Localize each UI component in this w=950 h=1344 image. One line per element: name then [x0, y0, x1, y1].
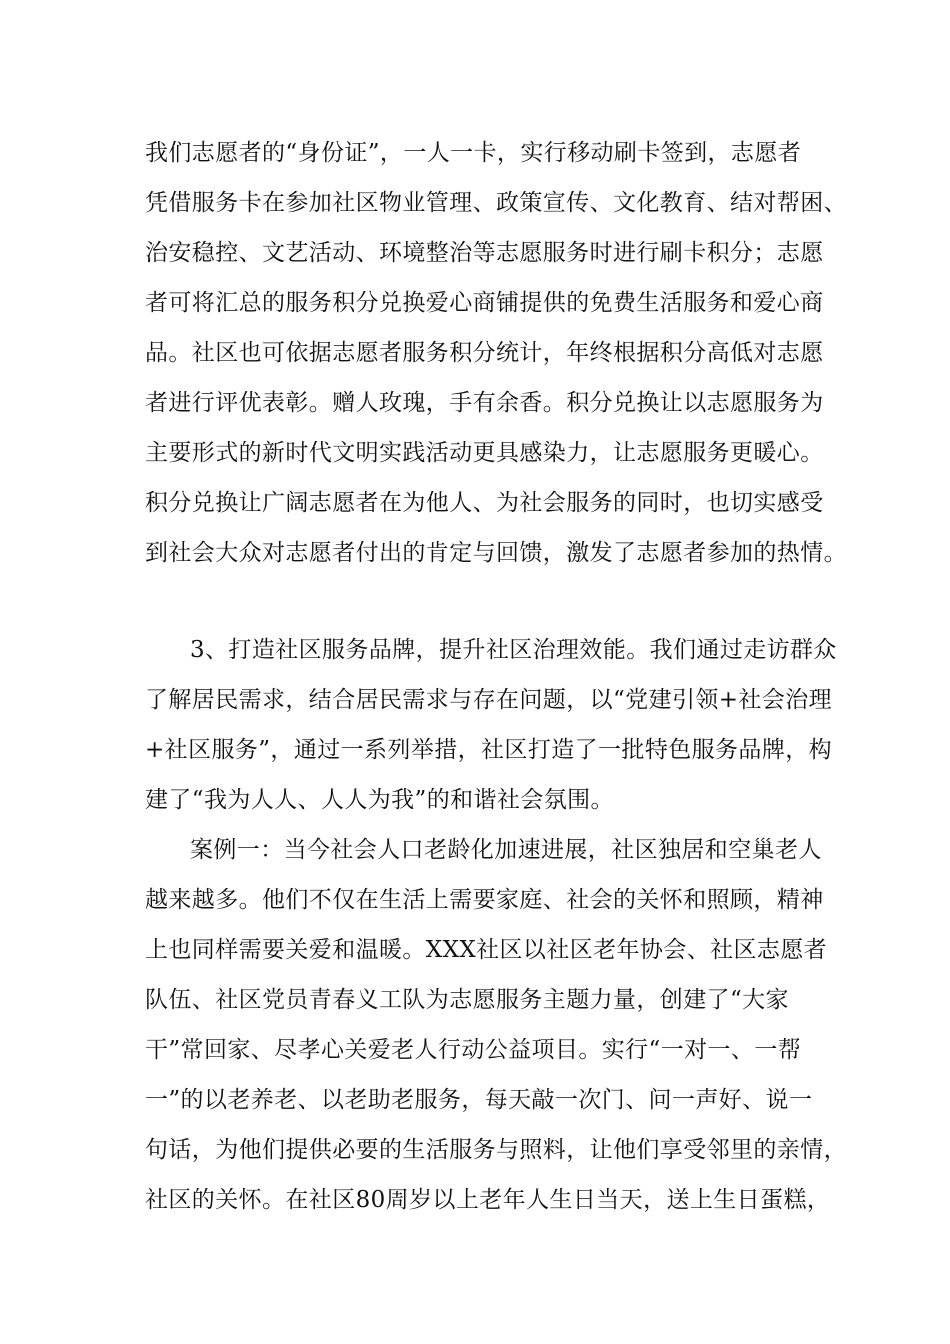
text-line: 队伍、社区党员青春义工队为志愿服务主题力量，创建了“大家 [145, 987, 789, 1013]
text-line: 者进行评优表彰。赠人玫瑰，手有余香。积分兑换让以志愿服务为 [145, 390, 824, 416]
text-line: 一”的以老养老、以老助老服务，每天敲一次门、问一声好、说一 [145, 1087, 813, 1113]
text-line: 积分兑换让广阔志愿者在为他人、为社会服务的同时，也切实感受 [145, 490, 824, 516]
text-line: 3、打造社区服务品牌，提升社区治理效能。我们通过走访群众 [190, 637, 837, 663]
text-line: 案例一：当今社会人口老龄化加速进展，社区独居和空巢老人 [190, 837, 822, 863]
text-line: 句话，为他们提供必要的生活服务与照料，让他们享受邻里的亲情， [145, 1137, 847, 1163]
text-line: 主要形式的新时代文明实践活动更具感染力，让志愿服务更暖心。 [145, 440, 824, 466]
text-line: 上也同样需要关爱和温暖。XXX社区以社区老年协会、社区志愿者 [145, 937, 828, 963]
text-line: 凭借服务卡在参加社区物业管理、政策宣传、文化教育、结对帮困、 [145, 190, 847, 216]
text-line: 越来越多。他们不仅在生活上需要家庭、社会的关怀和照顾，精神 [145, 887, 824, 913]
text-line: 到社会大众对志愿者付出的肯定与回馈，激发了志愿者参加的热情。 [145, 540, 847, 566]
text-line: 了解居民需求，结合居民需求与存在问题，以“党建引领+社会治理 [145, 687, 833, 713]
text-line: 品。社区也可依据志愿者服务积分统计，年终根据积分高低对志愿 [145, 340, 824, 366]
text-line: +社区服务”，通过一系列举措，社区打造了一批特色服务品牌，构 [145, 737, 833, 763]
text-line: 我们志愿者的“身份证”，一人一卡，实行移动刷卡签到，志愿者 [145, 140, 802, 166]
text-line: 治安稳控、文艺活动、环境整治等志愿服务时进行刷卡积分；志愿 [145, 240, 824, 266]
text-line: 干”常回家、尽孝心关爱老人行动公益项目。实行“一对一、一帮 [145, 1037, 802, 1063]
text-line: 者可将汇总的服务积分兑换爱心商铺提供的免费生活服务和爱心商 [145, 290, 824, 316]
text-line: 建了“我为人人、人人为我”的和谐社会氛围。 [145, 787, 614, 813]
text-line: 社区的关怀。在社区80周岁以上老年人生日当天，送上生日蛋糕， [145, 1187, 831, 1213]
